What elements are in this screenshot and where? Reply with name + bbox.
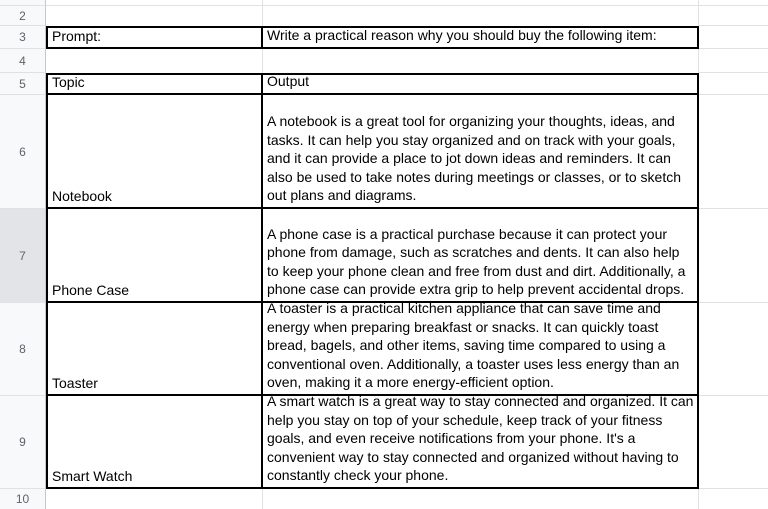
cell-c6[interactable] — [699, 95, 768, 209]
cell-a4[interactable] — [46, 49, 263, 73]
cell-c2[interactable] — [699, 6, 768, 26]
row-header-3[interactable]: 3 — [0, 26, 46, 49]
row-header-6[interactable]: 6 — [0, 95, 46, 209]
cell-b7-output[interactable]: A phone case is a practical purchase because it can protect your phone from damage, such as scratches and dents. It can also help to keep your phone clean and free from dust and dirt. Additionally, a phone case can provide extra grip to help prevent accidental drops. — [263, 209, 699, 303]
cell-c4[interactable] — [699, 49, 768, 73]
cell-b4[interactable] — [263, 49, 699, 73]
cell-c9[interactable] — [699, 396, 768, 489]
cell-a2[interactable] — [46, 6, 263, 26]
row-4 — [0, 49, 768, 73]
row-header-8[interactable]: 8 — [0, 303, 46, 396]
cell-b3-prompt-text[interactable]: Write a practical reason why you should buy the following item: — [263, 26, 699, 49]
cell-b10[interactable] — [263, 489, 699, 509]
row-2 — [0, 6, 768, 26]
row-header-9[interactable]: 9 — [0, 396, 46, 489]
cell-a9-topic[interactable]: Smart Watch — [46, 396, 263, 489]
row-header-2[interactable]: 2 — [0, 6, 46, 26]
cell-c3[interactable] — [699, 26, 768, 49]
row-3-prompt — [0, 26, 768, 49]
cell-b5-output-header[interactable]: Output — [263, 73, 699, 95]
row-10 — [0, 489, 768, 509]
cell-b2[interactable] — [263, 6, 699, 26]
row-6-notebook — [0, 95, 768, 209]
row-header-7-selected[interactable]: 7 — [0, 209, 46, 303]
cell-b9-output[interactable]: A smart watch is a great way to stay connected and organized. It can help you stay on top of your schedule, keep track of your fitness goals, and even receive notifications from your phone. It's a convenient way to stay connected and organized without having to constantly check your phone. — [263, 396, 699, 489]
row-7-phone-case — [0, 209, 768, 303]
row-header-10[interactable]: 10 — [0, 489, 46, 509]
cell-b8-output[interactable]: A toaster is a practical kitchen appliance that can save time and energy when preparing breakfast or snacks. It can quickly toast bread, bagels, and other items, saving time compared to using a conventional oven. Additionally, a toaster uses less energy than an oven, making it a more energy-efficient option. — [263, 303, 699, 396]
row-9-smart-watch — [0, 396, 768, 489]
cell-c7[interactable] — [699, 209, 768, 303]
row-header-5[interactable]: 5 — [0, 73, 46, 95]
row-8-toaster — [0, 303, 768, 396]
cell-b6-output[interactable]: A notebook is a great tool for organizing your thoughts, ideas, and tasks. It can help you stay organized and on track with your goals, and it can provide a place to jot down ideas and reminders. It can also be used to take notes during meetings or classes, or to sketch out plans and diagrams. — [263, 95, 699, 209]
cell-c8[interactable] — [699, 303, 768, 396]
cell-a5-topic-header[interactable]: Topic — [46, 73, 263, 95]
cell-c10[interactable] — [699, 489, 768, 509]
row-5-headers — [0, 73, 768, 95]
cell-a10[interactable] — [46, 489, 263, 509]
cell-a3-prompt-label[interactable]: Prompt: — [46, 26, 263, 49]
row-header-4[interactable]: 4 — [0, 49, 46, 73]
cell-a8-topic[interactable]: Toaster — [46, 303, 263, 396]
cell-a6-topic[interactable]: Notebook — [46, 95, 263, 209]
cell-c5[interactable] — [699, 73, 768, 95]
cell-a7-topic[interactable]: Phone Case — [46, 209, 263, 303]
